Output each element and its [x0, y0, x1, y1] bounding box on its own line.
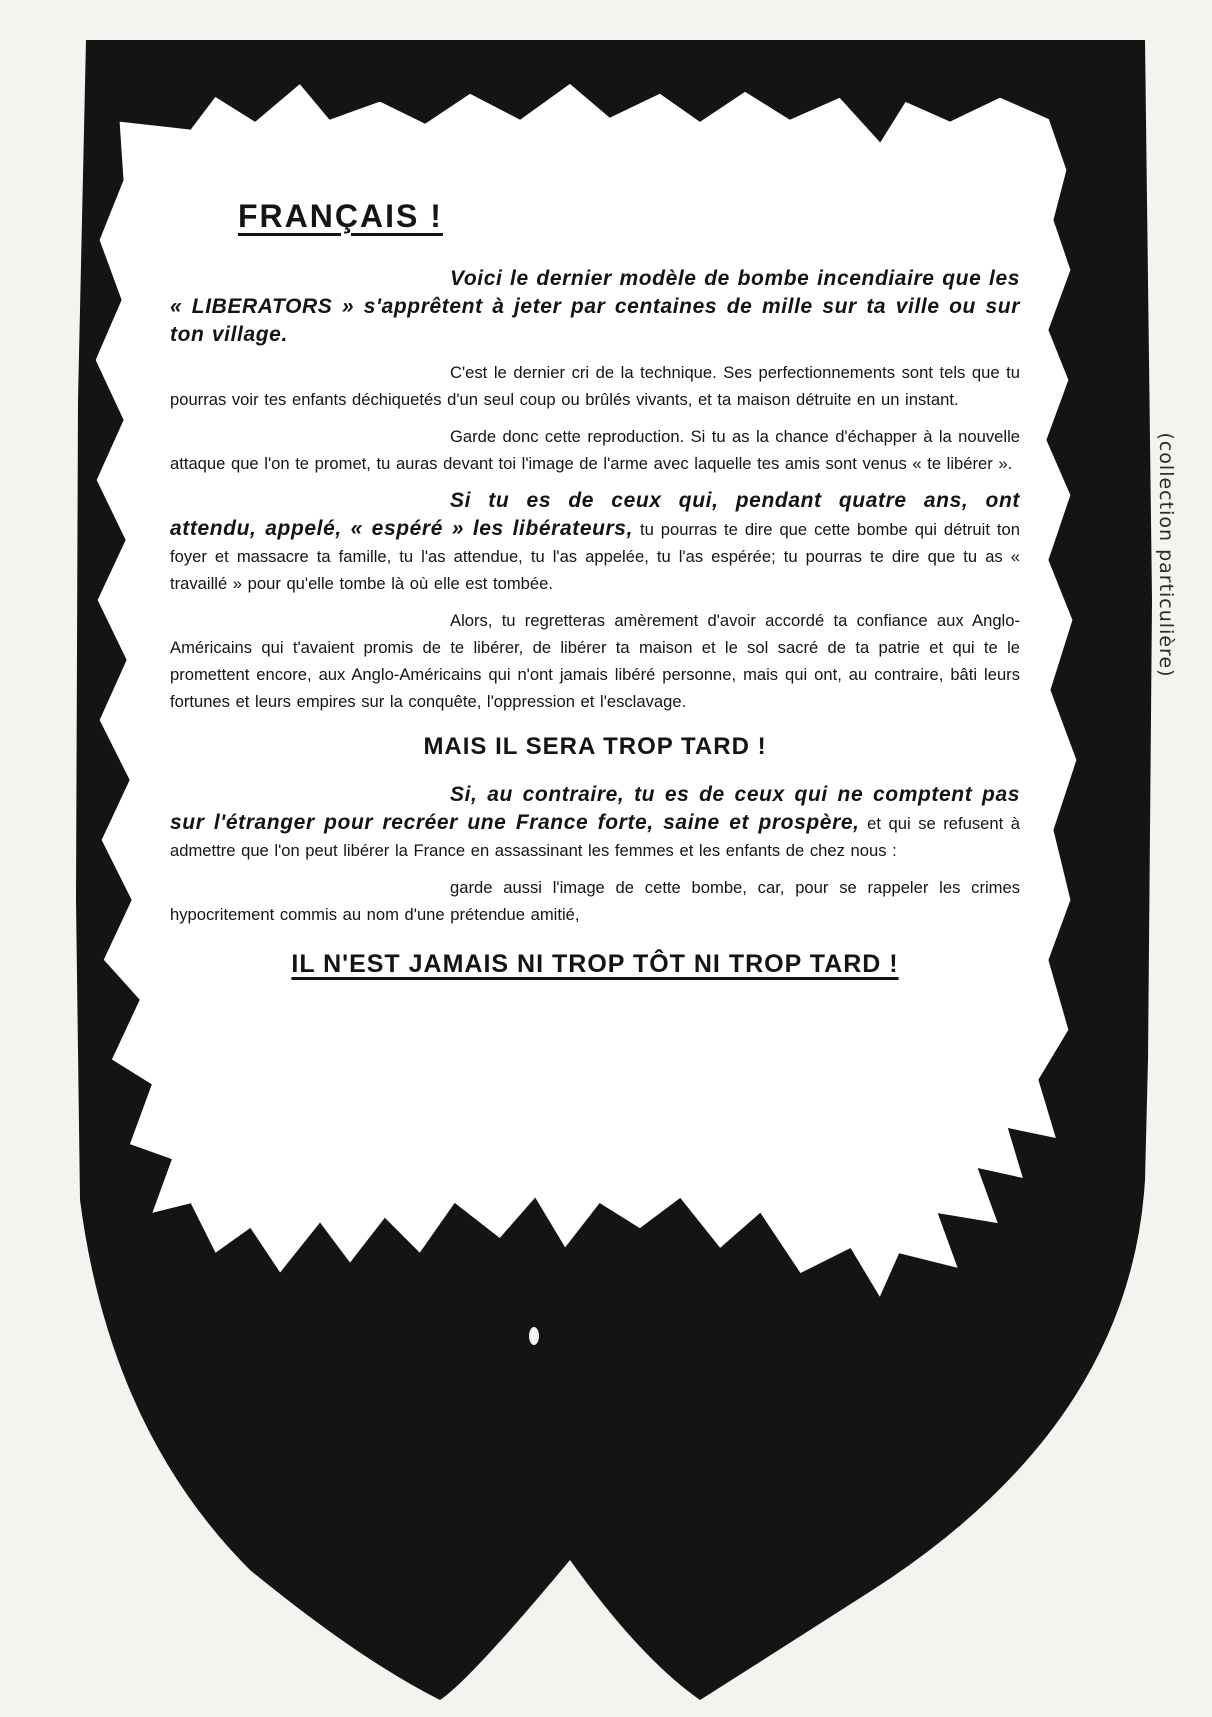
paragraph-liberateurs-emphasis: Si tu es de ceux qui, pendant quatre ans, ont attendu, appelé, « espéré » les libérateurs, [170, 489, 1020, 540]
page-title: FRANÇAIS ! [238, 198, 443, 234]
heading-trop-tard: MAIS IL SERA TROP TARD ! [423, 733, 767, 760]
collection-credit: (collection particulière) [1155, 432, 1177, 678]
lead-paragraph: Voici le dernier modèle de bombe incendiaire que les « LIBERATORS » s'apprêtent à jeter par centaines de mille sur ta ville ou sur ton village. [170, 267, 1020, 346]
paragraph-liberateurs-rest: tu pourras te dire que cette bombe qui détruit ton foyer et massacre ta famille, tu l'as attendue, tu l'as appelée, tu l'as espérée; tu pourras te dire que tu as « travaillé » pour qu'elle tombe là où elle est tombée. [170, 520, 1020, 593]
paragraph-image-bombe: garde aussi l'image de cette bombe, car, pour se rappeler les crimes hypocritement commis au nom d'une prétendue amitié, [170, 878, 1020, 924]
closing-slogan: IL N'EST JAMAIS NI TROP TÔT NI TROP TARD ! [291, 950, 899, 978]
ink-spot [529, 1327, 539, 1345]
paragraph-regrets: Alors, tu regretteras amèrement d'avoir accordé ta confiance aux Anglo-Américains qui t'avaient promis de te libérer, de libérer ta maison et le sol sacré de ta patrie et qui te le promettent encore, aux Anglo-Américains qui n'ont jamais libéré personne, mais qui ont, au contraire, bâti leurs fortunes et leurs empires sur la conquête, l'oppression et l'esclavage. [170, 611, 1020, 711]
paragraph-contraire [170, 781, 1020, 864]
paragraph-garde: Garde donc cette reproduction. Si tu as la chance d'échapper à la nouvelle attaque que l'on te promet, tu auras devant toi l'image de l'arme avec laquelle tes amis sont venus « te libérer ». [170, 427, 1020, 473]
paragraph-liberateurs [170, 487, 1020, 597]
paragraph-contraire-rest: et qui se refusent à admettre que l'on peut libérer la France en assassinant les femmes et les enfants de chez nous : [170, 814, 1021, 860]
leaflet-text [170, 198, 1020, 979]
paragraph-contraire-emphasis: Si, au contraire, tu es de ceux qui ne comptent pas sur l'étranger pour recréer une France forte, saine et prospère, [170, 783, 1020, 834]
paragraph-technique: C'est le dernier cri de la technique. Ses perfectionnements sont tels que tu pourras voir tes enfants déchiquetés d'un seul coup ou brûlés vivants, et ta maison détruite en un instant. [170, 363, 1020, 409]
